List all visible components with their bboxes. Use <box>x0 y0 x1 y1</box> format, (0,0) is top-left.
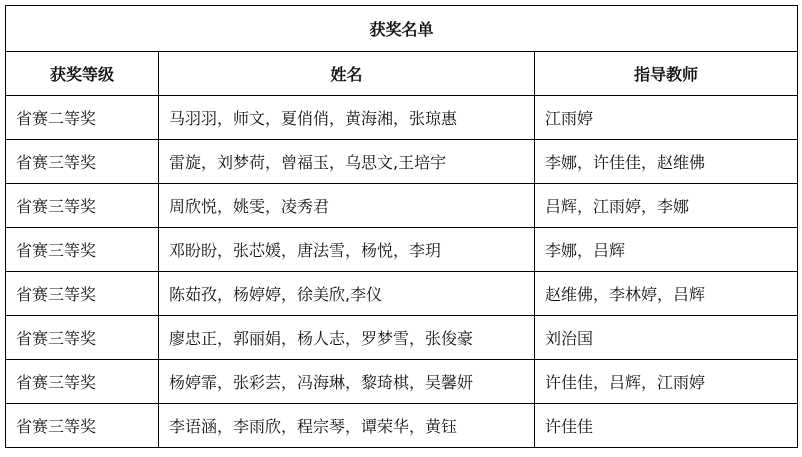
table-row <box>6 140 798 184</box>
award-level-cell: 省赛三等奖 <box>6 404 159 448</box>
names-cell: 廖忠正，郭丽娟，杨人志，罗梦雪，张俊豪 <box>159 316 535 360</box>
award-level-cell: 省赛三等奖 <box>6 360 159 404</box>
header-teacher: 指导教师 <box>535 52 798 96</box>
table-row <box>6 228 798 272</box>
header-names: 姓名 <box>159 52 535 96</box>
names-cell: 邓盼盼，张芯媛，唐法雪，杨悦，李玥 <box>159 228 535 272</box>
award-level-cell: 省赛三等奖 <box>6 272 159 316</box>
teacher-cell: 许佳佳，吕辉，江雨婷 <box>535 360 798 404</box>
award-level-cell: 省赛三等奖 <box>6 228 159 272</box>
table-row <box>6 360 798 404</box>
teacher-cell: 刘治国 <box>535 316 798 360</box>
award-level-cell: 省赛二等奖 <box>6 96 159 140</box>
names-cell: 李语涵，李雨欣，程宗琴，谭荣华，黄钰 <box>159 404 535 448</box>
teacher-cell: 许佳佳 <box>535 404 798 448</box>
table-row <box>6 184 798 228</box>
names-cell: 陈茹孜，杨婷婷，徐美欣,李仪 <box>159 272 535 316</box>
table-row <box>6 316 798 360</box>
table-row <box>6 96 798 140</box>
award-level-cell: 省赛三等奖 <box>6 140 159 184</box>
award-level-cell: 省赛三等奖 <box>6 316 159 360</box>
award-level-cell: 省赛三等奖 <box>6 184 159 228</box>
names-cell: 杨婷霏，张彩芸，冯海琳，黎琦棋，吴馨妍 <box>159 360 535 404</box>
header-award-level: 获奖等级 <box>6 52 159 96</box>
table-title: 获奖名单 <box>6 6 798 52</box>
names-cell: 马羽羽，师文，夏俏俏，黄海湘，张琼惠 <box>159 96 535 140</box>
teacher-cell: 李娜，许佳佳，赵维佛 <box>535 140 798 184</box>
table-row <box>6 272 798 316</box>
teacher-cell: 江雨婷 <box>535 96 798 140</box>
teacher-cell: 赵维佛，李林婷，吕辉 <box>535 272 798 316</box>
names-cell: 雷旋，刘梦荷，曾福玉，乌思文,王培宇 <box>159 140 535 184</box>
header-row <box>6 52 798 96</box>
names-cell: 周欣悦，姚雯，凌秀君 <box>159 184 535 228</box>
award-list-table <box>5 5 798 448</box>
teacher-cell: 李娜，吕辉 <box>535 228 798 272</box>
title-row <box>6 6 798 52</box>
teacher-cell: 吕辉，江雨婷，李娜 <box>535 184 798 228</box>
table-row <box>6 404 798 448</box>
